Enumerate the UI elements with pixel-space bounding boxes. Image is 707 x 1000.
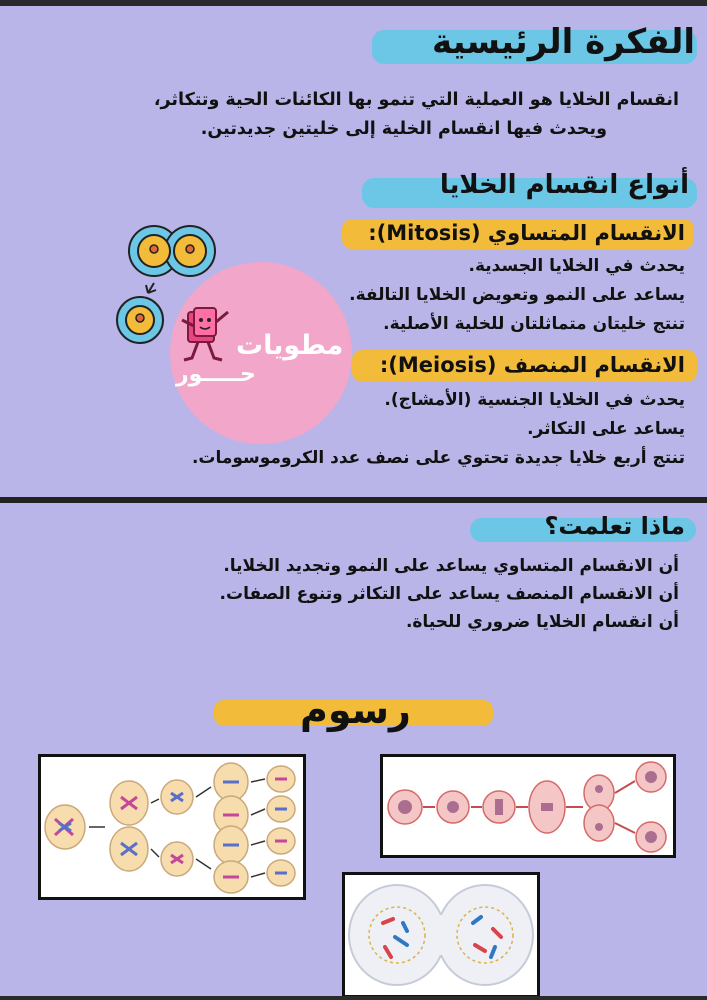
telophase-drawing bbox=[345, 875, 537, 995]
watermark-sub: حـــــور bbox=[176, 362, 256, 387]
meiosis-stages-figure bbox=[38, 754, 306, 900]
learned-line-3: أن انقسام الخلايا ضروري للحياة. bbox=[405, 612, 679, 632]
telophase-figure bbox=[342, 872, 540, 998]
learned-title: ماذا تعلمت؟ bbox=[544, 512, 685, 540]
mitosis-stages-drawing bbox=[383, 757, 673, 855]
types-title: أنواع انقسام الخلايا bbox=[439, 170, 689, 200]
learned-line-2: أن الانقسام المنصف يساعد على التكاثر وتنوع الصفات. bbox=[219, 584, 679, 604]
main-idea-text bbox=[154, 86, 679, 144]
watermark-brand: مطويات bbox=[236, 330, 344, 361]
learned-text bbox=[220, 552, 679, 636]
mitosis-stages-figure bbox=[380, 754, 676, 858]
main-idea-line-2: ويحدث فيها انقسام الخلية إلى خليتين جديدتين. bbox=[200, 119, 607, 139]
meiosis-line-1: يحدث في الخلايا الجنسية (الأمشاج). bbox=[384, 390, 685, 410]
mitosis-line-1: يحدث في الخلايا الجسدية. bbox=[468, 256, 685, 276]
mitosis-text bbox=[349, 252, 685, 339]
main-idea-title: الفكرة الرئيسية bbox=[431, 22, 695, 62]
top-edge bbox=[0, 0, 707, 6]
mascot-icon bbox=[174, 300, 234, 370]
meiosis-title: الانقسام المنصف (Meiosis): bbox=[379, 353, 685, 377]
meiosis-stages-drawing bbox=[41, 757, 303, 897]
mitosis-line-3: تنتج خليتان متماثلتان للخلية الأصلية. bbox=[383, 314, 685, 334]
meiosis-line-3: تنتج أربع خلايا جديدة تحتوي على نصف عدد الكروموسومات. bbox=[191, 448, 685, 468]
meiosis-line-2: يساعد على التكاثر. bbox=[527, 419, 685, 439]
drawings-title: رسوم bbox=[300, 688, 411, 732]
mitosis-line-2: يساعد على النمو وتعويض الخلايا التالفة. bbox=[349, 285, 685, 305]
mitosis-title: الانقسام المتساوي (Mitosis): bbox=[368, 221, 685, 245]
section-divider bbox=[0, 497, 707, 503]
learned-line-1: أن الانقسام المتساوي يساعد على النمو وتجديد الخلايا. bbox=[223, 556, 679, 576]
main-idea-line-1: انقسام الخلايا هو العملية التي تنمو بها الكائنات الحية وتتكاثر، bbox=[153, 90, 679, 110]
bottom-edge bbox=[0, 996, 707, 1000]
